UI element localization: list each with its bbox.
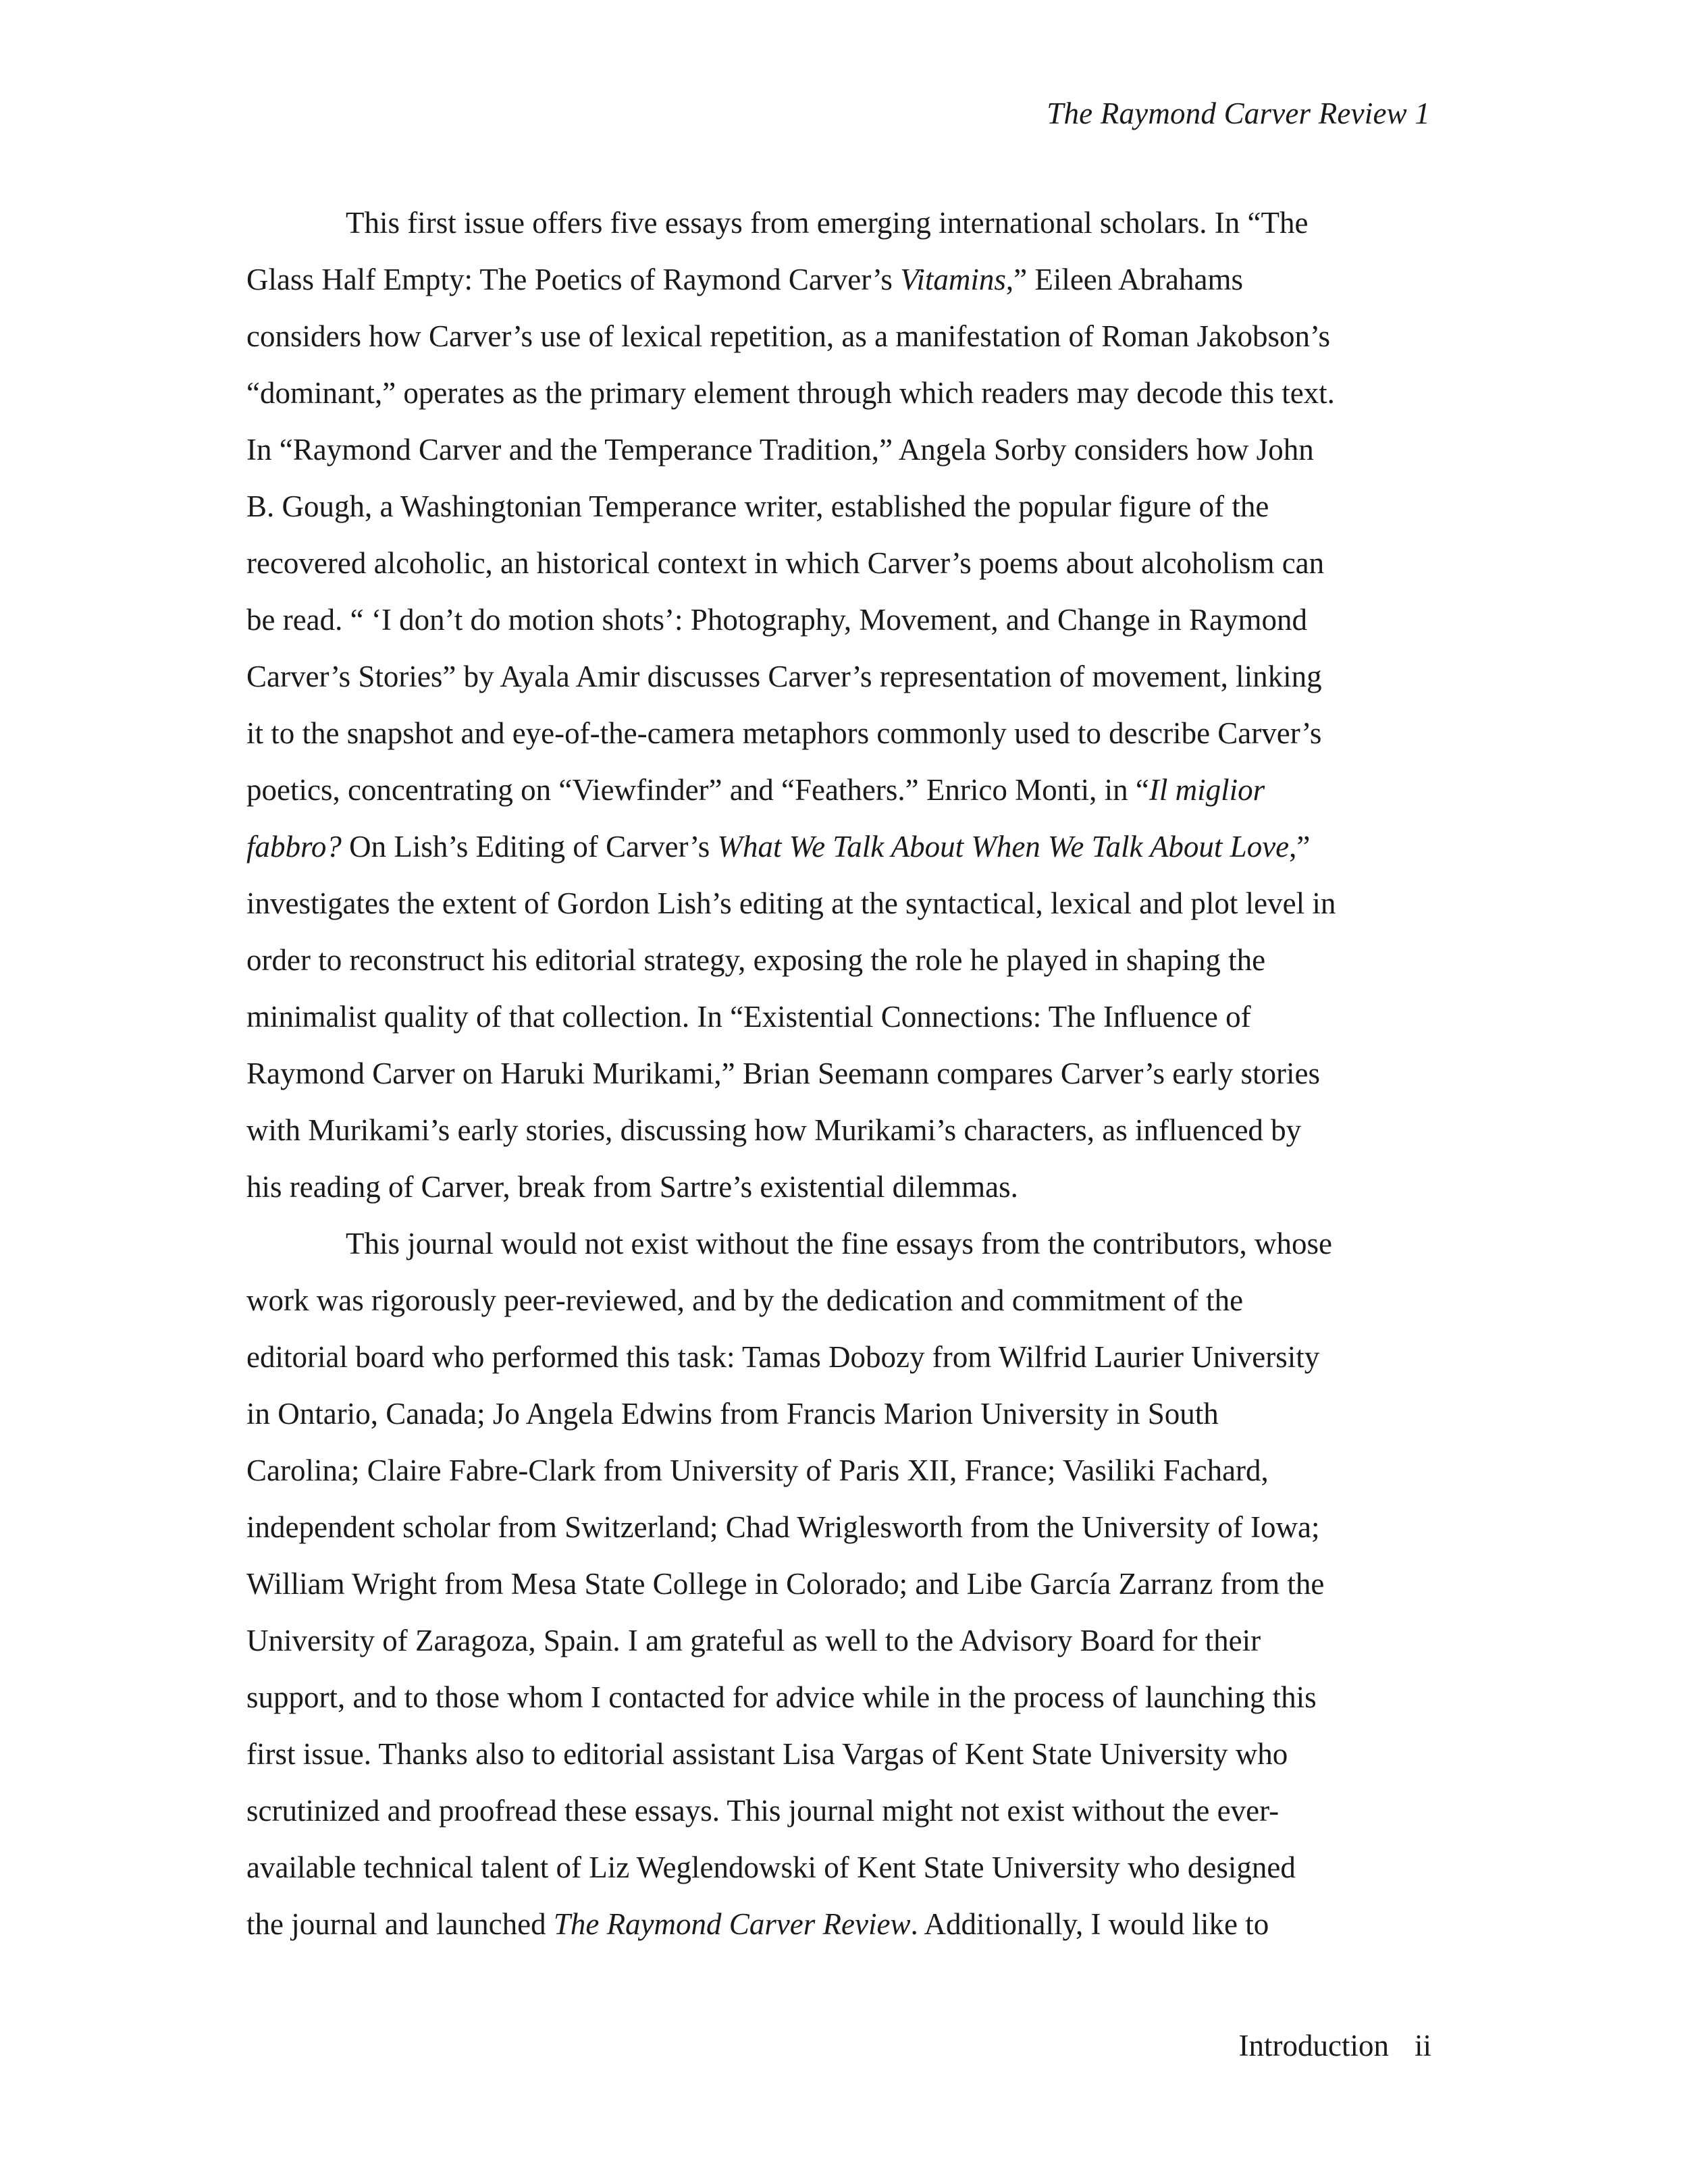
paragraph-2 <box>246 1215 1435 1952</box>
text-line: be read. “ ‘I don’t do motion shots’: Photography, Movement, and Change in Raymond <box>246 603 1308 637</box>
text-line: the journal and launched The Raymond Carver Review. Additionally, I would like to <box>246 1907 1269 1941</box>
text-line: work was rigorously peer-reviewed, and by the dedication and commitment of the <box>246 1283 1244 1317</box>
text-line: available technical talent of Liz Weglendowski of Kent State University who designed <box>246 1850 1296 1884</box>
text-line: investigates the extent of Gordon Lish’s editing at the syntactical, lexical and plot level in <box>246 886 1336 920</box>
text-line: In “Raymond Carver and the Temperance Tradition,” Angela Sorby considers how John <box>246 433 1314 467</box>
text-line: in Ontario, Canada; Jo Angela Edwins from Francis Marion University in South <box>246 1397 1219 1431</box>
text-line: support, and to those whom I contacted for advice while in the process of launching this <box>246 1680 1317 1714</box>
text-line: considers how Carver’s use of lexical repetition, as a manifestation of Roman Jakobson’s <box>246 319 1331 353</box>
text-line: editorial board who performed this task: Tamas Dobozy from Wilfrid Laurier University <box>246 1340 1320 1374</box>
text-line: scrutinized and proofread these essays. This journal might not exist without the ever- <box>246 1794 1280 1828</box>
text-line: University of Zaragoza, Spain. I am grateful as well to the Advisory Board for their <box>246 1624 1261 1657</box>
text-line: “dominant,” operates as the primary element through which readers may decode this text. <box>246 376 1335 410</box>
text-line: it to the snapshot and eye-of-the-camera metaphors commonly used to describe Carver’s <box>246 716 1322 750</box>
text-line: independent scholar from Switzerland; Chad Wriglesworth from the University of Iowa; <box>246 1510 1320 1544</box>
text-line: first issue. Thanks also to editorial assistant Lisa Vargas of Kent State University who <box>246 1737 1288 1771</box>
text-line: B. Gough, a Washingtonian Temperance writer, established the popular figure of the <box>246 489 1269 523</box>
page-footer <box>1239 2028 1431 2063</box>
paragraph-1 <box>246 194 1435 1215</box>
text-line: William Wright from Mesa State College in Colorado; and Libe García Zarranz from the <box>246 1567 1325 1601</box>
footer-section-label: Introduction <box>1238 2029 1389 2062</box>
text-line: This journal would not exist without the fine essays from the contributors, whose <box>346 1227 1333 1260</box>
text-line: fabbro? On Lish’s Editing of Carver’s What We Talk About When We Talk About Love,” <box>246 830 1311 863</box>
body-text <box>246 194 1435 1952</box>
text-line: with Murikami’s early stories, discussing how Murikami’s characters, as influenced by <box>246 1113 1302 1147</box>
text-line: order to reconstruct his editorial strategy, exposing the role he played in shaping the <box>246 943 1266 977</box>
text-line: Carver’s Stories” by Ayala Amir discusses Carver’s representation of movement, linking <box>246 660 1322 693</box>
text-line: recovered alcoholic, an historical context in which Carver’s poems about alcoholism can <box>246 546 1325 580</box>
text-line: This first issue offers five essays from emerging international scholars. In “The <box>346 206 1309 240</box>
text-line: Raymond Carver on Haruki Murikami,” Brian Seemann compares Carver’s early stories <box>246 1057 1320 1090</box>
text-line: minimalist quality of that collection. In “Existential Connections: The Influence of <box>246 1000 1251 1034</box>
text-line: Glass Half Empty: The Poetics of Raymond Carver’s Vitamins,” Eileen Abrahams <box>246 263 1243 296</box>
text-line: Carolina; Claire Fabre-Clark from University of Paris XII, France; Vasiliki Fachard, <box>246 1454 1269 1487</box>
text-line: his reading of Carver, break from Sartre’s existential dilemmas. <box>246 1170 1018 1204</box>
text-line: poetics, concentrating on “Viewfinder” and “Feathers.” Enrico Monti, in “Il miglior <box>246 773 1265 807</box>
page-number: ii <box>1414 2029 1431 2062</box>
running-header-title: The Raymond Carver Review 1 <box>1047 97 1430 130</box>
